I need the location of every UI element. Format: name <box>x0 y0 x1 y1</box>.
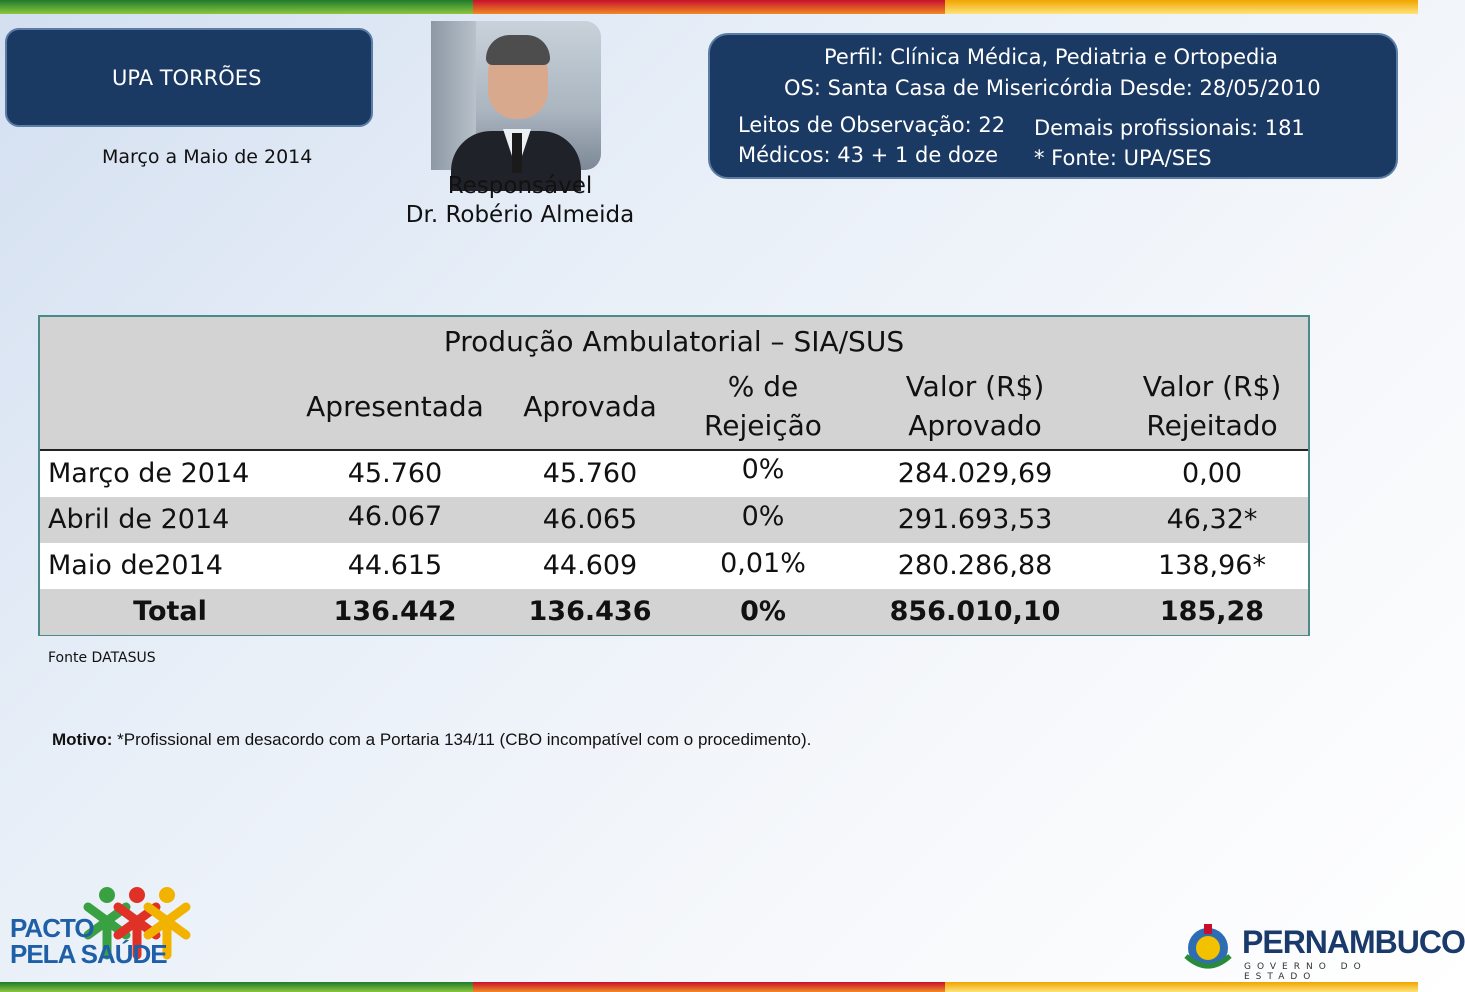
col-header-apresentada: Apresentada <box>306 390 484 423</box>
cell-apresentada: 46.067 <box>347 501 443 532</box>
cell-valor-rejeitado: 0,00 <box>1181 458 1243 489</box>
table-row-total <box>40 589 1308 635</box>
beds-text: Leitos de Observação: 22 <box>738 113 1006 137</box>
responsible-caption <box>380 172 660 230</box>
cell-aprovada: 46.065 <box>542 504 638 535</box>
cell-rejeicao: 0% <box>741 454 785 485</box>
cell-valor-aprovado: 291.693,53 <box>897 504 1053 535</box>
period-label: Março a Maio de 2014 <box>102 146 313 168</box>
state-gov-label: GOVERNO DO ESTADO <box>1244 962 1367 982</box>
top-color-stripe <box>0 0 1418 14</box>
cell-valor-rejeitado: 138,96* <box>1158 550 1266 581</box>
cell-aprovada: 45.760 <box>542 458 638 489</box>
cell-apresentada: 44.615 <box>347 550 443 581</box>
cell-aprovada: 136.436 <box>528 596 652 627</box>
col-header-valor-aprovado: Valor (R$) Aprovado <box>905 370 1045 442</box>
cell-apresentada: 45.760 <box>347 458 443 489</box>
state-name: PERNAMBUCO <box>1242 924 1465 960</box>
info-source-text: * Fonte: UPA/SES <box>1034 146 1212 170</box>
pacto-pela-saude-logo <box>6 885 196 970</box>
table-row <box>40 451 1308 497</box>
table-row <box>40 497 1308 543</box>
table-header <box>40 317 1308 451</box>
row-label: Maio de2014 <box>48 550 223 581</box>
unit-title: UPA TORRÕES <box>112 65 262 90</box>
cell-rejeicao: 0% <box>741 501 785 532</box>
state-coat-of-arms-icon <box>1180 920 1236 976</box>
col-header-aprovada: Aprovada <box>523 390 657 423</box>
pacto-text: PACTO PELA SAÚDE <box>10 913 167 969</box>
responsible-photo <box>431 21 601 170</box>
cell-rejeicao: 0% <box>740 596 786 627</box>
unit-title-box <box>5 28 373 127</box>
reason-note <box>52 730 811 750</box>
os-text: OS: Santa Casa de Misericórdia Desde: 28/05/2010 <box>784 76 1321 100</box>
reason-label: Motivo: <box>52 730 113 749</box>
production-table <box>38 315 1310 636</box>
cell-apresentada: 136.442 <box>333 596 457 627</box>
cell-valor-aprovado: 856.010,10 <box>889 596 1061 627</box>
profile-info-box <box>708 33 1398 179</box>
bottom-color-stripe <box>0 982 1418 992</box>
row-label: Abril de 2014 <box>48 504 230 535</box>
doctors-text: Médicos: 43 + 1 de doze <box>738 143 999 167</box>
pernambuco-logo <box>1180 920 1465 982</box>
cell-valor-aprovado: 280.286,88 <box>897 550 1053 581</box>
responsible-name: Dr. Robério Almeida <box>405 202 635 228</box>
table-caption: Produção Ambulatorial – SIA/SUS <box>443 325 905 358</box>
cell-rejeicao: 0,01% <box>720 548 806 579</box>
cell-valor-aprovado: 284.029,69 <box>897 458 1053 489</box>
reason-text: *Profissional em desacordo com a Portaria 134/11 (CBO incompatível com o procedimento). <box>112 730 812 749</box>
col-header-rejeicao: % de Rejeição <box>704 370 822 442</box>
row-label: Março de 2014 <box>48 458 250 489</box>
other-staff-text: Demais profissionais: 181 <box>1034 116 1305 140</box>
cell-valor-rejeitado: 185,28 <box>1159 596 1265 627</box>
responsible-label: Responsável <box>447 173 593 199</box>
table-source: Fonte DATASUS <box>48 650 156 666</box>
cell-aprovada: 44.609 <box>542 550 638 581</box>
row-label: Total <box>133 596 207 627</box>
col-header-valor-rejeitado: Valor (R$) Rejeitado <box>1142 370 1282 442</box>
cell-valor-rejeitado: 46,32* <box>1166 504 1258 535</box>
profile-text: Perfil: Clínica Médica, Pediatria e Ortopedia <box>824 45 1279 69</box>
table-row <box>40 543 1308 589</box>
